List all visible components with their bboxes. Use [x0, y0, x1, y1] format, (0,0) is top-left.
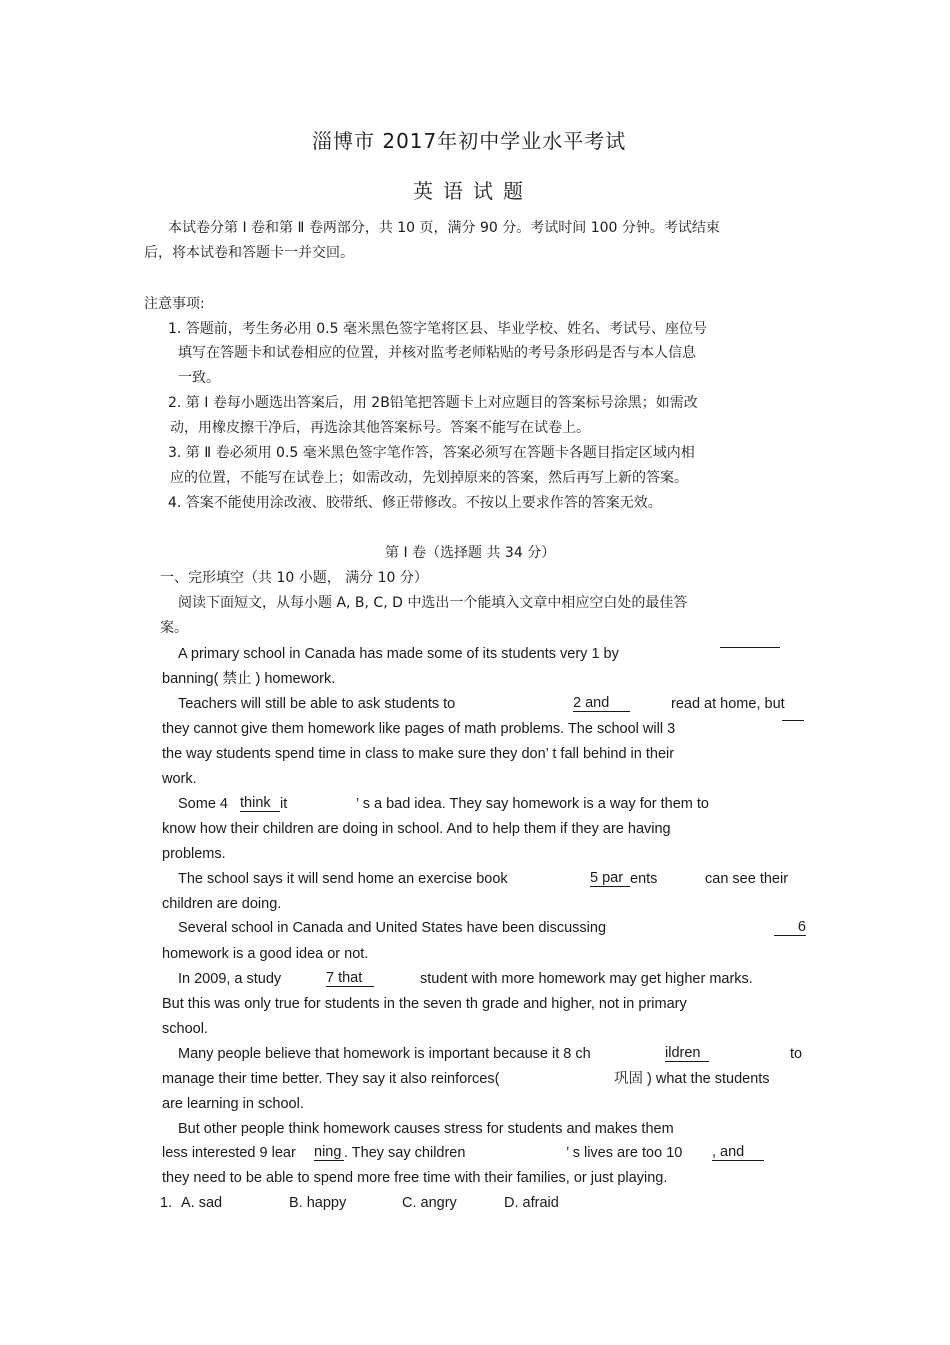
passage-line: Several school in Canada and United States have been discussing — [178, 920, 607, 936]
passage-line: know how their children are doing in school. And to help them if they are having — [162, 821, 671, 837]
passage-line: But this was only true for students in the seven th grade and higher, not in primary — [162, 996, 687, 1012]
passage-line: to — [790, 1046, 803, 1062]
passage-line: Many people believe that homework is important because it 8 ch — [178, 1046, 591, 1062]
answer-blank: 2 and — [573, 695, 630, 712]
instruction-line-1: 阅读下面短文，从每小题 A, B, C, D 中选出一个能填入文章中相应空白处的最佳答 — [178, 595, 688, 611]
passage-line: homework is a good idea or not. — [162, 946, 369, 962]
passage-line: less interested 9 lear — [162, 1145, 296, 1161]
passage-line: they cannot give them homework like pages of math problems. The school will 3 — [162, 721, 676, 737]
note-line: 1. 答题前，考生务必用 0.5 毫米黑色签字笔将区县、毕业学校、姓名、考试号、座位号 — [168, 321, 707, 337]
answer-blank: 7 that — [326, 970, 374, 987]
passage-line: ’ s a bad idea. They say homework is a way for them to — [356, 796, 709, 812]
note-line: 3. 第 Ⅱ 卷必须用 0.5 毫米黑色签字笔作答，答案必须写在答题卡各题目指定区域内相 — [168, 445, 695, 461]
note-line: 应的位置，不能写在试卷上；如需改动，先划掉原来的答案，然后再写上新的答案。 — [170, 470, 688, 486]
part-heading: 第 Ⅰ 卷（选择题 共 34 分） — [385, 545, 556, 561]
passage-line: they need to be able to spend more free time with their families, or just playing. — [162, 1170, 668, 1186]
note-line: 填写在答题卡和试卷相应的位置，并核对监考老师粘贴的考号条形码是否与本人信息 — [178, 345, 696, 361]
passage-line: The school says it will send home an exercise book — [178, 871, 508, 887]
passage-line: manage their time better. They say it also reinforces( — [162, 1071, 500, 1087]
passage-line: work. — [162, 771, 197, 787]
answer-blank: 5 par — [590, 870, 630, 887]
answer-blank: think — [240, 795, 280, 812]
option-c: C. angry — [402, 1195, 457, 1211]
passage-line: read at home, but — [671, 696, 785, 712]
passage-line: the way students spend time in class to make sure they don’ t fall behind in their — [162, 746, 675, 762]
option-b: B. happy — [289, 1195, 347, 1211]
passage-line: But other people think homework causes stress for students and makes them — [178, 1121, 674, 1137]
passage-line: . They say children — [344, 1145, 466, 1161]
notes-heading: 注意事项: — [144, 296, 205, 312]
instruction-line-2: 案。 — [160, 620, 188, 636]
option-d: D. afraid — [504, 1195, 559, 1211]
note-line: 动，用橡皮擦干净后，再选涂其他答案标号。答案不能写在试卷上。 — [170, 420, 590, 436]
answer-blank: ildren — [665, 1045, 709, 1062]
exam-title: 淄博市 2017年初中学业水平考试 — [312, 129, 627, 153]
passage-line: school. — [162, 1021, 208, 1037]
note-line: 2. 第 Ⅰ 卷每小题选出答案后，用 2B铅笔把答题卡上对应题目的答案标号涂黑；如需改 — [168, 395, 698, 411]
answer-blank: , and — [712, 1144, 764, 1161]
passage-line: In 2009, a study — [178, 971, 282, 987]
note-line: 4. 答案不能使用涂改液、胶带纸、修正带修改。不按以上要求作答的答案无效。 — [168, 495, 662, 511]
passage-line: 巩固 ) what the students — [614, 1071, 770, 1087]
passage-line: student with more homework may get higher marks. — [420, 971, 753, 987]
option-a: A. sad — [181, 1195, 223, 1211]
passage-line: problems. — [162, 846, 226, 862]
intro-line-2: 后，将本试卷和答题卡一并交回。 — [144, 245, 354, 261]
passage-line: Teachers will still be able to ask students to — [178, 696, 456, 712]
answer-blank — [720, 647, 780, 648]
question-number: 1. — [160, 1195, 173, 1211]
answer-blank — [782, 720, 804, 721]
note-line: 一致。 — [178, 370, 220, 386]
passage-line: ents — [630, 871, 658, 887]
passage-line: can see their — [705, 871, 789, 887]
answer-blank: ning — [314, 1144, 344, 1161]
section-heading: 一、完形填空（共 10 小题， 满分 10 分） — [160, 570, 428, 586]
passage-line: children are doing. — [162, 896, 282, 912]
passage-line: are learning in school. — [162, 1096, 304, 1112]
passage-line: it — [280, 796, 288, 812]
passage-line: Some 4 — [178, 796, 228, 812]
passage-line: ’ s lives are too 10 — [566, 1145, 683, 1161]
passage-line: A primary school in Canada has made some of its students very 1 by — [178, 646, 619, 662]
passage-line: banning( 禁止 ) homework. — [162, 671, 336, 687]
intro-line-1: 本试卷分第 Ⅰ 卷和第 Ⅱ 卷两部分，共 10 页，满分 90 分。考试时间 100 分钟。考试结束 — [168, 220, 720, 236]
exam-subtitle: 英语试题 — [413, 179, 533, 203]
answer-blank: 6 — [774, 919, 806, 936]
